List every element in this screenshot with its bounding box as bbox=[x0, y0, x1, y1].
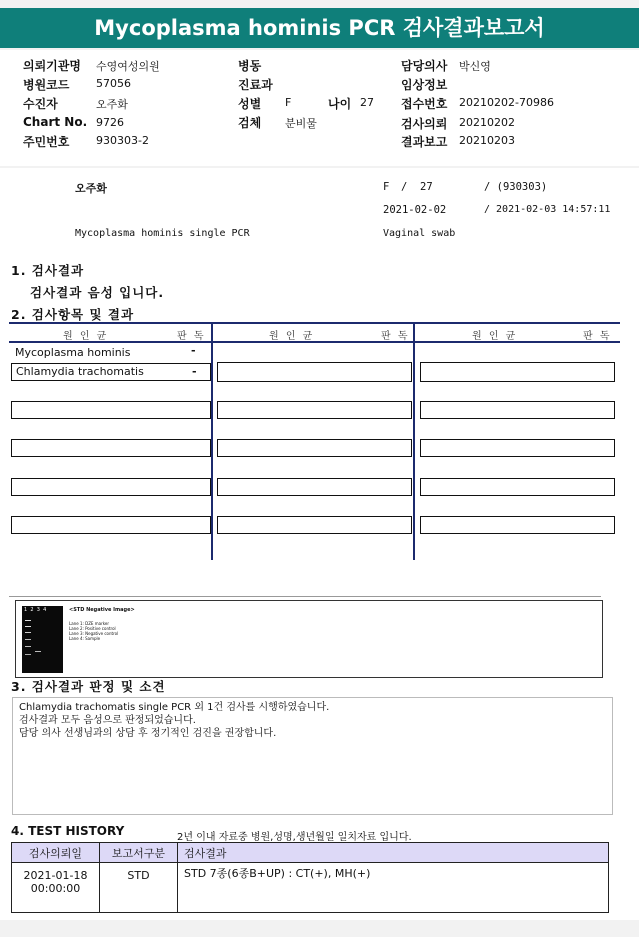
header-label-request-date: 검사의뢰 bbox=[401, 117, 448, 131]
test-name: Mycoplasma hominis single PCR bbox=[75, 228, 250, 239]
table-top-rule bbox=[9, 322, 620, 324]
gel-image-frame bbox=[15, 600, 603, 678]
header-value-chart-no: 9726 bbox=[96, 116, 124, 129]
result-cell-empty bbox=[217, 516, 412, 534]
gel-marker-band bbox=[25, 654, 31, 655]
report-datetime: / 2021-02-03 14:57:11 bbox=[484, 204, 611, 215]
col-header-judge-3: 판 독 bbox=[583, 331, 612, 342]
divider-line bbox=[9, 596, 601, 597]
gel-legend-item: Lane 1: DZE marker bbox=[69, 621, 110, 626]
header-value-report-date: 20210203 bbox=[459, 134, 515, 147]
header-label-patient: 수진자 bbox=[23, 97, 58, 111]
section3-heading: 3. 검사결과 판정 및 소견 bbox=[11, 679, 166, 694]
header-label-report-date: 결과보고 bbox=[401, 135, 448, 149]
header-label-chart-no: Chart No. bbox=[23, 115, 88, 129]
col-header-organism-2: 원 인 균 bbox=[269, 331, 315, 342]
gel-legend bbox=[69, 621, 118, 641]
header-label-clinical-info: 임상정보 bbox=[401, 78, 448, 92]
header-value-sex: F bbox=[285, 96, 292, 109]
patient-birth: / (930303) bbox=[484, 181, 548, 193]
patient-separator: / bbox=[401, 181, 408, 193]
gel-marker-band bbox=[25, 620, 31, 621]
header-label-sex: 성별 bbox=[238, 97, 262, 111]
header-label-institution: 의뢰기관명 bbox=[23, 59, 81, 73]
header-label-doctor: 담당의사 bbox=[401, 59, 448, 73]
remarks-box bbox=[12, 697, 613, 815]
header-label-ward: 병동 bbox=[238, 59, 262, 73]
result-cell-empty bbox=[217, 362, 412, 382]
header-value-hospital-code: 57056 bbox=[96, 77, 131, 90]
result-cell-empty bbox=[420, 478, 615, 496]
gel-positive-band bbox=[35, 651, 41, 652]
result-cell-empty bbox=[217, 401, 412, 419]
specimen-type: Vaginal swab bbox=[383, 228, 456, 239]
history-note: 2년 이내 자료중 병원,성명,생년월일 일치자료 입니다. bbox=[177, 832, 412, 843]
history-date: 2021-01-18 bbox=[23, 869, 88, 882]
header-label-receipt-no: 접수번호 bbox=[401, 97, 448, 111]
section2-heading: 2. 검사항목 및 결과 bbox=[11, 307, 135, 322]
result-cell-empty bbox=[11, 439, 211, 457]
result-cell-empty bbox=[420, 362, 615, 382]
header-value-doctor: 박신영 bbox=[459, 60, 491, 73]
col-header-organism-1: 원 인 균 bbox=[63, 331, 109, 342]
section4-heading: 4. TEST HISTORY bbox=[11, 824, 125, 838]
patient-age: 27 bbox=[420, 181, 433, 193]
result-cell bbox=[11, 363, 211, 381]
gel-legend-item: Lane 4: Sample bbox=[69, 636, 101, 641]
history-date-cell bbox=[12, 863, 100, 913]
result-cell-empty bbox=[420, 516, 615, 534]
header-label-hospital-code: 병원코드 bbox=[23, 78, 70, 92]
header-value-patient: 오주화 bbox=[96, 98, 128, 111]
column-divider-1 bbox=[211, 324, 213, 560]
header-value-age: 27 bbox=[360, 96, 374, 109]
organism-name: Mycoplasma hominis bbox=[15, 346, 131, 359]
gel-legend-item: Lane 2: Positive control bbox=[69, 626, 116, 631]
gel-marker-band bbox=[25, 626, 31, 627]
gel-legend-item: Lane 3: Negative control bbox=[69, 631, 119, 636]
result-cell-empty bbox=[217, 439, 412, 457]
column-divider-2 bbox=[413, 324, 415, 560]
header-label-age: 나이 bbox=[328, 97, 352, 111]
remark-line: 담당 의사 선생님과의 상담 후 정기적인 검진을 권장합니다. bbox=[19, 728, 277, 739]
gel-marker-band bbox=[25, 646, 31, 647]
report-title: Mycoplasma hominis PCR 검사결과보고서 bbox=[0, 8, 639, 48]
result-cell-empty bbox=[420, 401, 615, 419]
section1-heading: 1. 검사결과 bbox=[11, 263, 85, 278]
gel-title: <STD Negative Image> bbox=[69, 607, 135, 613]
organism-result: - bbox=[191, 344, 196, 357]
gel-marker-band bbox=[25, 639, 31, 640]
header-label-department: 진료과 bbox=[238, 78, 273, 92]
gel-image bbox=[22, 606, 63, 673]
result-cell-empty bbox=[11, 516, 211, 534]
receipt-date: 2021-02-02 bbox=[383, 204, 447, 216]
section1-result: 검사결과 음성 입니다. bbox=[30, 285, 165, 300]
remark-line: Chlamydia trachomatis single PCR 외 1건 검사를 시행하였습니다. bbox=[19, 702, 330, 713]
gel-lane-numbers: 1 2 3 4 bbox=[24, 607, 47, 613]
history-result: STD 7종(6종B+UP) : CT(+), MH(+) bbox=[178, 863, 609, 913]
header-label-specimen: 검체 bbox=[238, 116, 262, 130]
header-value-request-date: 20210202 bbox=[459, 116, 515, 129]
organism-result: - bbox=[192, 365, 197, 378]
history-table bbox=[11, 842, 609, 913]
history-col-result: 검사결과 bbox=[178, 843, 609, 863]
result-cell-empty bbox=[217, 478, 412, 496]
remark-line: 검사결과 모두 음성으로 판정되었습니다. bbox=[19, 715, 196, 726]
history-col-type: 보고서구분 bbox=[100, 843, 178, 863]
col-header-organism-3: 원 인 균 bbox=[472, 331, 518, 342]
history-time: 00:00:00 bbox=[30, 882, 81, 895]
history-type: STD bbox=[100, 863, 178, 913]
col-header-judge-2: 판 독 bbox=[381, 331, 410, 342]
header-label-id-number: 주민번호 bbox=[23, 135, 70, 149]
patient-name: 오주화 bbox=[75, 182, 107, 195]
table-row bbox=[12, 863, 609, 913]
header-value-institution: 수영여성의원 bbox=[96, 60, 160, 73]
header-value-specimen: 분비물 bbox=[285, 117, 317, 130]
header-value-id-number: 930303-2 bbox=[96, 134, 149, 147]
patient-sex: F bbox=[383, 181, 390, 193]
header-value-receipt-no: 20210202-70986 bbox=[459, 96, 554, 109]
result-cell-empty bbox=[420, 439, 615, 457]
report-header bbox=[0, 50, 639, 166]
organism-name: Chlamydia trachomatis bbox=[16, 365, 144, 378]
result-cell-empty bbox=[11, 401, 211, 419]
col-header-judge-1: 판 독 bbox=[177, 331, 206, 342]
history-header-row bbox=[12, 843, 609, 863]
history-col-date: 검사의뢰일 bbox=[12, 843, 100, 863]
result-cell-empty bbox=[11, 478, 211, 496]
gel-marker-band bbox=[25, 632, 31, 633]
